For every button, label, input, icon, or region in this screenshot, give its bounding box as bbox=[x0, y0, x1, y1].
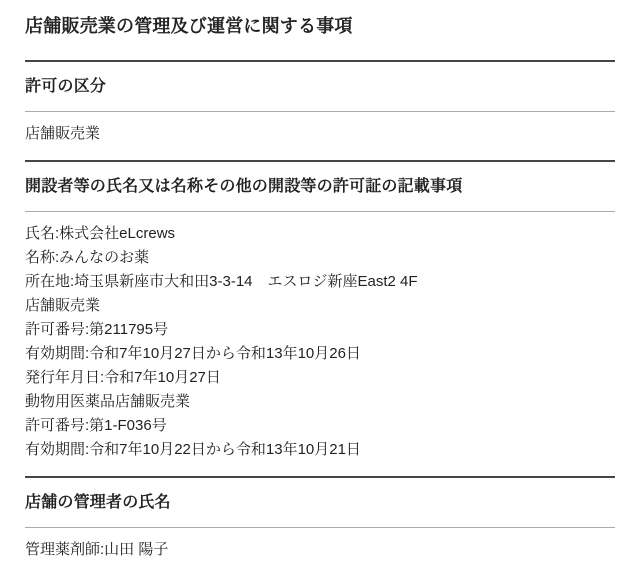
body-line-veterinary-business-type: 動物用医薬品店舗販売業 bbox=[25, 393, 191, 410]
section-license-category bbox=[25, 75, 615, 146]
section-body-license-category bbox=[25, 122, 615, 146]
heading-underline-thin bbox=[25, 211, 615, 212]
section-body-founder-license-details bbox=[25, 222, 615, 462]
body-line-license-type: 店舗販売業 bbox=[25, 125, 101, 142]
body-line-veterinary-valid-period: 有効期間:令和7年10月22日から令和13年10月21日 bbox=[25, 441, 361, 458]
section-store-manager bbox=[25, 491, 615, 562]
body-line-managing-pharmacist: 管理薬剤師:山田 陽子 bbox=[25, 541, 169, 558]
section-heading-store-manager: 店舗の管理者の氏名 bbox=[25, 494, 171, 511]
section-divider-thick bbox=[25, 476, 615, 478]
body-line-veterinary-license-number: 許可番号:第1-F036号 bbox=[25, 417, 167, 434]
page-title: 店舗販売業の管理及び運営に関する事項 bbox=[25, 16, 353, 36]
section-founder-license-details bbox=[25, 175, 615, 462]
section-heading-founder-license-details: 開設者等の氏名又は名称その他の開設等の許可証の記載事項 bbox=[25, 178, 463, 195]
section-heading-license-category: 許可の区分 bbox=[25, 78, 107, 95]
heading-underline-thin bbox=[25, 527, 615, 528]
body-line-valid-period: 有効期間:令和7年10月27日から令和13年10月26日 bbox=[25, 345, 361, 362]
section-divider-thick bbox=[25, 160, 615, 162]
body-line-address: 所在地:埼玉県新座市大和田3-3-14 エスロジ新座East2 4F bbox=[25, 273, 418, 290]
body-line-company-name: 氏名:株式会社eLcrews bbox=[25, 225, 176, 242]
section-body-store-manager bbox=[25, 538, 615, 562]
section-divider-thick bbox=[25, 60, 615, 62]
body-line-license-number: 許可番号:第211795号 bbox=[25, 321, 169, 338]
body-line-business-type: 店舗販売業 bbox=[25, 297, 101, 314]
heading-underline-thin bbox=[25, 111, 615, 112]
body-line-issue-date: 発行年月日:令和7年10月27日 bbox=[25, 369, 221, 386]
body-line-store-name: 名称:みんなのお薬 bbox=[25, 249, 150, 266]
